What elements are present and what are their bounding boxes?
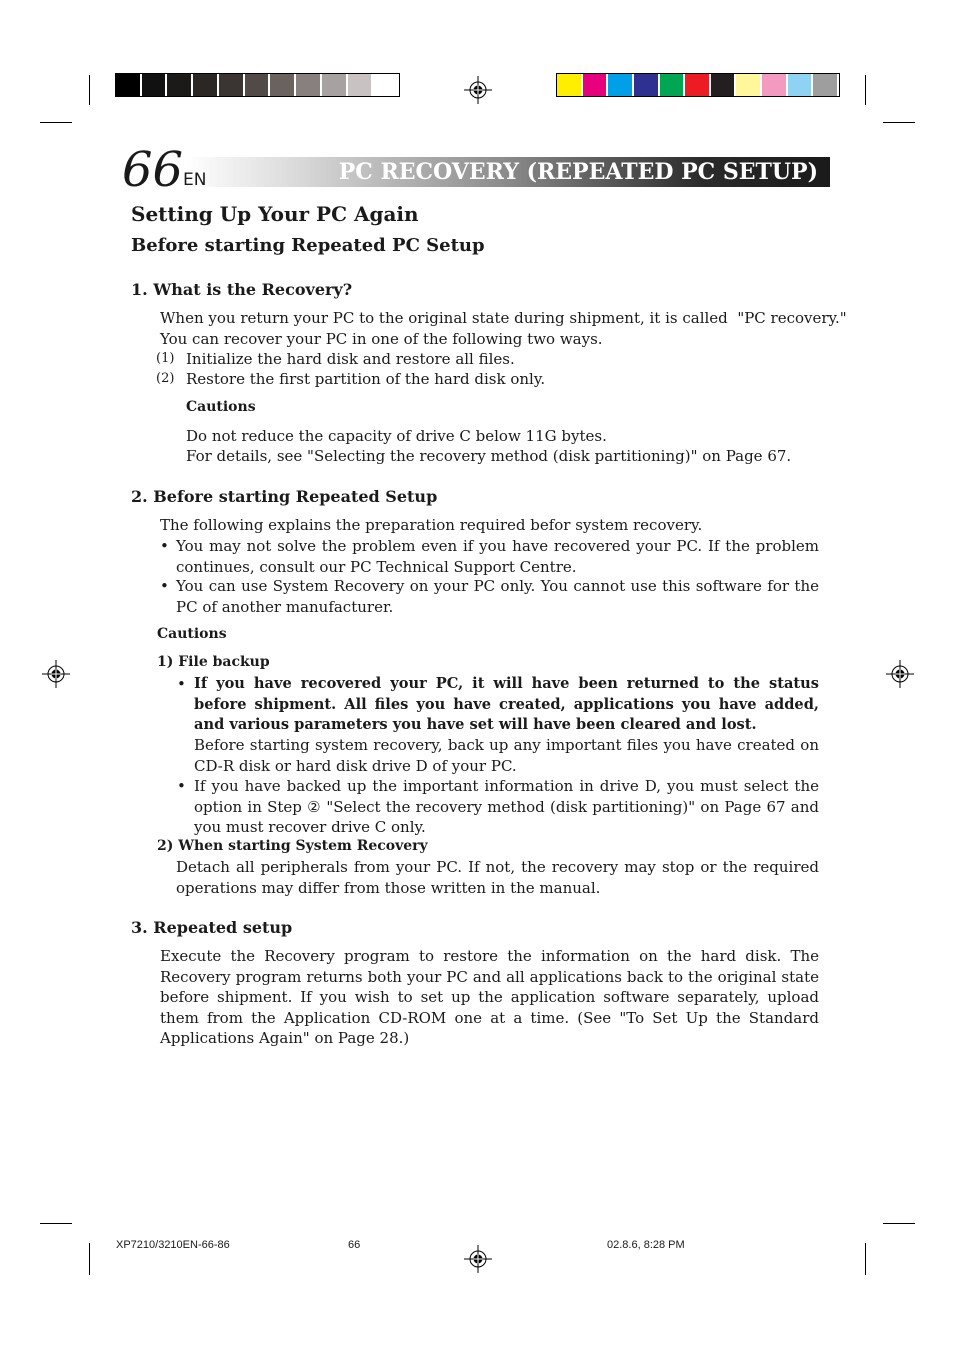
cautions-label: Cautions bbox=[157, 626, 227, 642]
page-number: 66 bbox=[122, 142, 184, 198]
list-item: Initialize the hard disk and restore all files. bbox=[186, 350, 515, 368]
s1-title: 1. What is the Recovery? bbox=[131, 280, 353, 299]
color-swatch bbox=[762, 74, 788, 96]
color-swatch bbox=[373, 74, 399, 96]
subsection-title: 2) When starting System Recovery bbox=[157, 838, 428, 854]
page-title: PC RECOVERY (REPEATED PC SETUP) bbox=[338, 159, 818, 185]
color-swatch bbox=[322, 74, 348, 96]
crop-mark bbox=[865, 1243, 866, 1275]
color-swatch bbox=[270, 74, 296, 96]
s1-paragraph: You can recover your PC in one of the following two ways. bbox=[160, 330, 603, 348]
color-swatch bbox=[245, 74, 271, 96]
bullet-text: You may not solve the problem even if you have recovered your PC. If the problem continues, consult our PC Technical Support Centre. bbox=[176, 537, 819, 576]
list-item-number: (2) bbox=[156, 371, 175, 386]
caution-text: For details, see "Selecting the recovery method (disk partitioning)" on Page 67. bbox=[186, 447, 792, 465]
bullet: • bbox=[160, 577, 169, 595]
color-swatch bbox=[557, 74, 583, 96]
warning-text: If you have recovered your PC, it will have been returned to the status before shipment. All files you have created, applications you have added, and various parameters you have set will have been cleared and lost. bbox=[194, 675, 819, 733]
color-swatch bbox=[660, 74, 686, 96]
color-swatch bbox=[142, 74, 168, 96]
color-swatch bbox=[348, 74, 374, 96]
color-swatch bbox=[736, 74, 762, 96]
list-item: Restore the first partition of the hard disk only. bbox=[186, 370, 546, 388]
color-swatch bbox=[634, 74, 660, 96]
color-swatch bbox=[608, 74, 634, 96]
s3-title: 3. Repeated setup bbox=[131, 918, 293, 937]
footer-page: 66 bbox=[348, 1239, 361, 1251]
registration-mark-icon bbox=[886, 660, 914, 688]
list-item-number: (1) bbox=[156, 351, 175, 366]
color-swatch bbox=[193, 74, 219, 96]
s2-title: 2. Before starting Repeated Setup bbox=[131, 487, 438, 506]
color-swatch bbox=[296, 74, 322, 96]
color-swatch bbox=[167, 74, 193, 96]
color-swatch bbox=[116, 74, 142, 96]
backup-text: Before starting system recovery, back up any important files you have created on CD-R disk or hard disk drive D of your PC. bbox=[194, 736, 819, 775]
registration-mark-icon bbox=[464, 1245, 492, 1273]
footer-date: 02.8.6, 8:28 PM bbox=[607, 1239, 685, 1251]
crop-mark bbox=[883, 1223, 915, 1224]
color-swatch bbox=[583, 74, 609, 96]
registration-mark-icon bbox=[464, 76, 492, 104]
color-swatch bbox=[813, 74, 839, 96]
language-code: EN bbox=[183, 170, 207, 190]
crop-mark bbox=[865, 75, 866, 105]
title-banner bbox=[186, 157, 830, 187]
color-swatch bbox=[711, 74, 737, 96]
s2-intro: The following explains the preparation required befor system recovery. bbox=[160, 516, 703, 534]
footer-file: XP7210/3210EN-66-86 bbox=[116, 1239, 230, 1251]
crop-mark bbox=[40, 122, 72, 123]
section-heading: Setting Up Your PC Again bbox=[131, 202, 419, 226]
s1-paragraph: When you return your PC to the original state during shipment, it is called "PC recovery." bbox=[160, 309, 847, 327]
section-subheading: Before starting Repeated PC Setup bbox=[131, 235, 485, 256]
grayscale-bar bbox=[115, 73, 400, 97]
crop-mark bbox=[89, 1243, 90, 1275]
bullet: • bbox=[160, 537, 169, 555]
bullet-text: If you have backed up the important information in drive D, you must select the option in Step ② "Select the recovery method (disk partitioning)" on Page 67 and you must recover drive C only. bbox=[194, 777, 819, 836]
bullet: • bbox=[177, 675, 186, 693]
s3-text: Execute the Recovery program to restore the information on the hard disk. The Recovery program returns both your PC and all applications back to the original state before shipment. If you wish to set up the application software separately, upload them from the Application CD-ROM one at a time. (See "To Set Up the Standard Applications Again" on Page 28.) bbox=[160, 947, 819, 1047]
crop-mark bbox=[40, 1223, 72, 1224]
bullet: • bbox=[177, 777, 186, 795]
color-swatch bbox=[219, 74, 245, 96]
caution-text: Do not reduce the capacity of drive C below 11G bytes. bbox=[186, 427, 607, 445]
color-swatch bbox=[788, 74, 814, 96]
cautions-label: Cautions bbox=[186, 399, 256, 415]
bullet-text: You can use System Recovery on your PC only. You cannot use this software for the PC of another manufacturer. bbox=[176, 577, 819, 616]
registration-mark-icon bbox=[42, 660, 70, 688]
crop-mark bbox=[89, 75, 90, 105]
color-bar bbox=[556, 73, 840, 97]
recovery-text: Detach all peripherals from your PC. If not, the recovery may stop or the required operations may differ from those written in the manual. bbox=[176, 858, 819, 897]
color-swatch bbox=[685, 74, 711, 96]
crop-mark bbox=[883, 122, 915, 123]
subsection-title: 1) File backup bbox=[157, 654, 270, 670]
